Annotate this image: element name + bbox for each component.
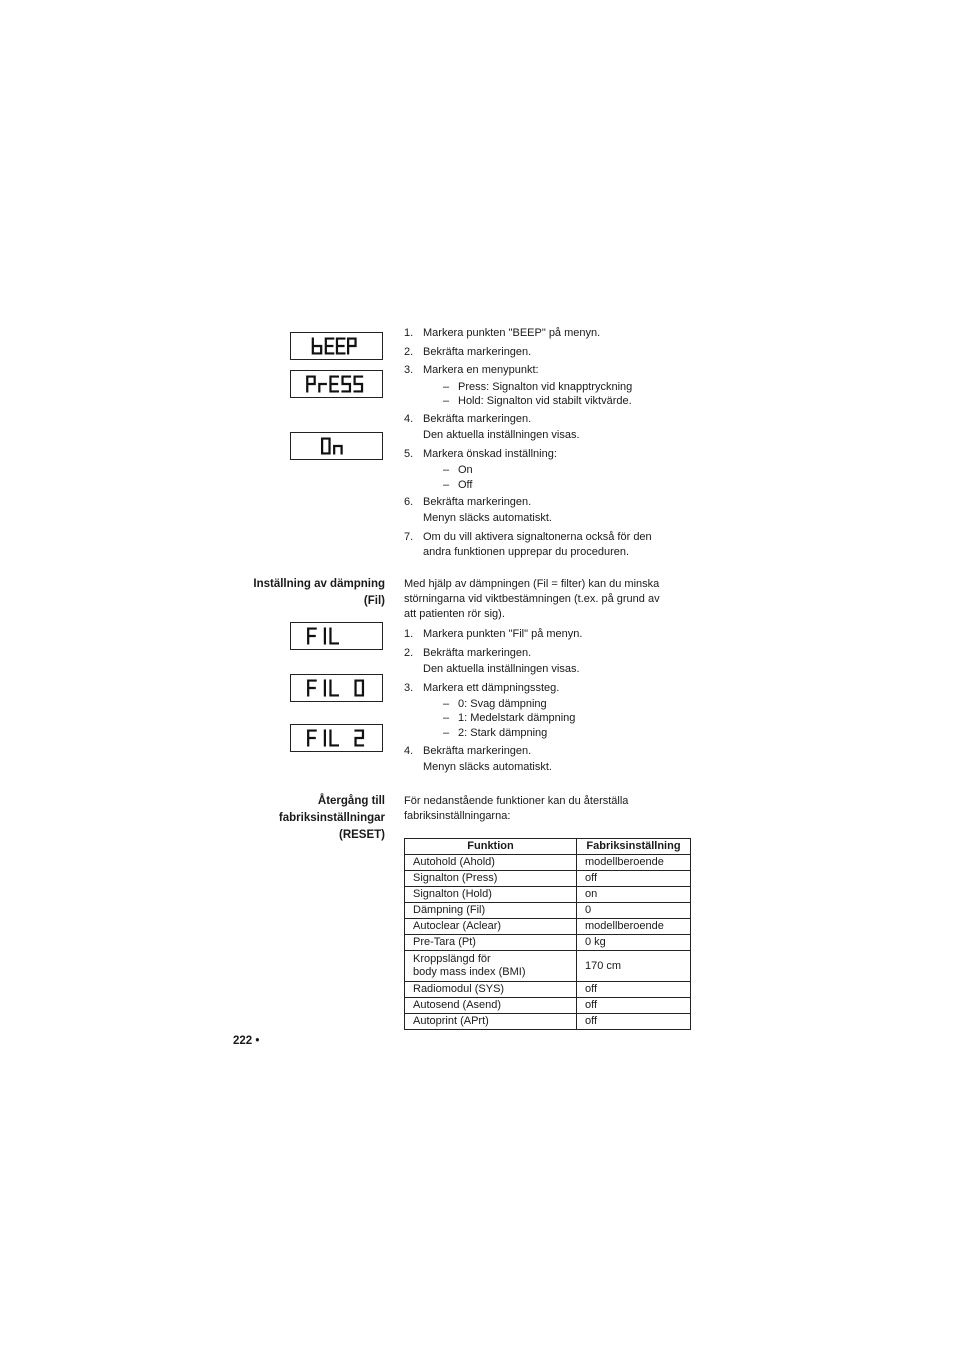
table-row xyxy=(405,935,691,951)
table-cell: Autohold (Ahold) xyxy=(405,855,577,871)
step-number: 4. xyxy=(404,745,414,757)
step-text: Markera ett dämpningssteg. xyxy=(423,682,560,694)
dash: – xyxy=(443,395,450,407)
option-text: Hold: Signalton vid stabilt viktvärde. xyxy=(458,395,632,407)
table-cell: 0 xyxy=(577,903,691,919)
step-number: 5. xyxy=(404,448,414,460)
table-cell: modellberoende xyxy=(577,919,691,935)
option-text: Off xyxy=(458,479,473,491)
step-text: Markera punkten "BEEP" på menyn. xyxy=(423,327,601,339)
cell-line: Kroppslängd för xyxy=(413,953,491,965)
table-cell xyxy=(405,951,577,982)
intro-line: Med hjälp av dämpningen (Fil = filter) kan du minska xyxy=(404,578,660,590)
table-cell: Signalton (Hold) xyxy=(405,887,577,903)
table-row xyxy=(405,919,691,935)
step-text: Bekräfta markeringen. xyxy=(423,496,532,508)
step-text: Bekräfta markeringen. xyxy=(423,647,532,659)
lcd-text-fil xyxy=(291,623,382,649)
step-text: Bekräfta markeringen. xyxy=(423,413,532,425)
table-cell: Autosend (Asend) xyxy=(405,998,577,1014)
table-row xyxy=(405,871,691,887)
table-cell: modellberoende xyxy=(577,855,691,871)
step-number: 6. xyxy=(404,496,414,508)
option-text: 2: Stark dämpning xyxy=(458,727,548,739)
heading-line: Återgång till xyxy=(317,795,385,807)
section-heading-fil xyxy=(253,576,385,610)
table-cell: off xyxy=(577,998,691,1014)
lcd-text-beep xyxy=(291,333,382,359)
cell-line: body mass index (BMI) xyxy=(413,966,526,978)
table-cell: Autoclear (Aclear) xyxy=(405,919,577,935)
table-cell: Signalton (Press) xyxy=(405,871,577,887)
lcd-text-fil-2 xyxy=(291,725,382,751)
lcd-text-press xyxy=(291,371,382,397)
table-cell: Autoprint (APrt) xyxy=(405,1014,577,1030)
table-row xyxy=(405,951,691,982)
dash: – xyxy=(443,464,450,476)
option-text: 1: Medelstark dämpning xyxy=(458,712,576,724)
step-number: 7. xyxy=(404,531,414,543)
section-heading-reset xyxy=(279,793,385,844)
column-header-funktion: Funktion xyxy=(405,839,577,855)
lcd-display-beep xyxy=(290,332,383,360)
column-header-fabriksinstallning: Fabriksinställning xyxy=(577,839,691,855)
fil-intro xyxy=(404,577,694,622)
step-number: 3. xyxy=(404,682,414,694)
step-number: 2. xyxy=(404,647,414,659)
lcd-display-fil xyxy=(290,622,383,650)
note-text: Den aktuella inställningen visas. xyxy=(423,429,580,441)
step-text: Markera punkten "Fil" på menyn. xyxy=(423,628,583,640)
lcd-display-on xyxy=(290,432,383,460)
dash: – xyxy=(443,698,450,710)
page-number: 222 • xyxy=(233,1035,260,1047)
dash: – xyxy=(443,381,450,393)
table-cell: off xyxy=(577,1014,691,1030)
step-number: 2. xyxy=(404,346,414,358)
note-text: Menyn släcks automatiskt. xyxy=(423,512,552,524)
intro-line: att patienten rör sig). xyxy=(404,608,505,620)
option-text: Press: Signalton vid knapptryckning xyxy=(458,381,633,393)
step-number: 1. xyxy=(404,628,414,640)
table-row xyxy=(405,903,691,919)
lcd-display-fil-0 xyxy=(290,674,383,702)
step-text: Om du vill aktivera signaltonerna också för den xyxy=(423,531,652,543)
table-cell: off xyxy=(577,982,691,998)
table-row xyxy=(405,982,691,998)
table-row xyxy=(405,855,691,871)
table-cell: 170 cm xyxy=(577,951,691,982)
step-text: Bekräfta markeringen. xyxy=(423,346,532,358)
lcd-display-press xyxy=(290,370,383,398)
step-number: 1. xyxy=(404,327,414,339)
step-number: 4. xyxy=(404,413,414,425)
intro-line: För nedanstående funktioner kan du återställa xyxy=(404,795,629,807)
option-text: On xyxy=(458,464,473,476)
table-cell: Dämpning (Fil) xyxy=(405,903,577,919)
step-text: Bekräfta markeringen. xyxy=(423,745,532,757)
dash: – xyxy=(443,479,450,491)
table-cell: on xyxy=(577,887,691,903)
table-cell: Radiomodul (SYS) xyxy=(405,982,577,998)
dash: – xyxy=(443,727,450,739)
table-row xyxy=(405,998,691,1014)
table-cell: 0 kg xyxy=(577,935,691,951)
step-text: Markera önskad inställning: xyxy=(423,448,557,460)
dash: – xyxy=(443,712,450,724)
intro-line: störningarna vid viktbestämningen (t.ex. på grund av xyxy=(404,593,660,605)
note-text: andra funktionen upprepar du proceduren. xyxy=(423,546,630,558)
table-row xyxy=(405,887,691,903)
factory-settings-table xyxy=(404,838,691,1030)
note-text: Menyn släcks automatiskt. xyxy=(423,761,552,773)
step-text: Markera en menypunkt: xyxy=(423,364,539,376)
option-text: 0: Svag dämpning xyxy=(458,698,547,710)
heading-line: fabriksinställningar xyxy=(278,812,385,824)
heading-line: (Fil) xyxy=(363,595,385,607)
heading-line: (RESET) xyxy=(339,829,385,841)
heading-line: Inställning av dämpning xyxy=(253,578,385,590)
table-header-row xyxy=(405,839,691,855)
lcd-text-on xyxy=(291,433,382,459)
table-cell: off xyxy=(577,871,691,887)
reset-intro xyxy=(404,794,694,824)
note-text: Den aktuella inställningen visas. xyxy=(423,663,580,675)
table-row xyxy=(405,1014,691,1030)
lcd-display-fil-2 xyxy=(290,724,383,752)
step-number: 3. xyxy=(404,364,414,376)
lcd-text-fil-0 xyxy=(291,675,382,701)
table-cell: Pre-Tara (Pt) xyxy=(405,935,577,951)
intro-line: fabriksinställningarna: xyxy=(404,810,511,822)
